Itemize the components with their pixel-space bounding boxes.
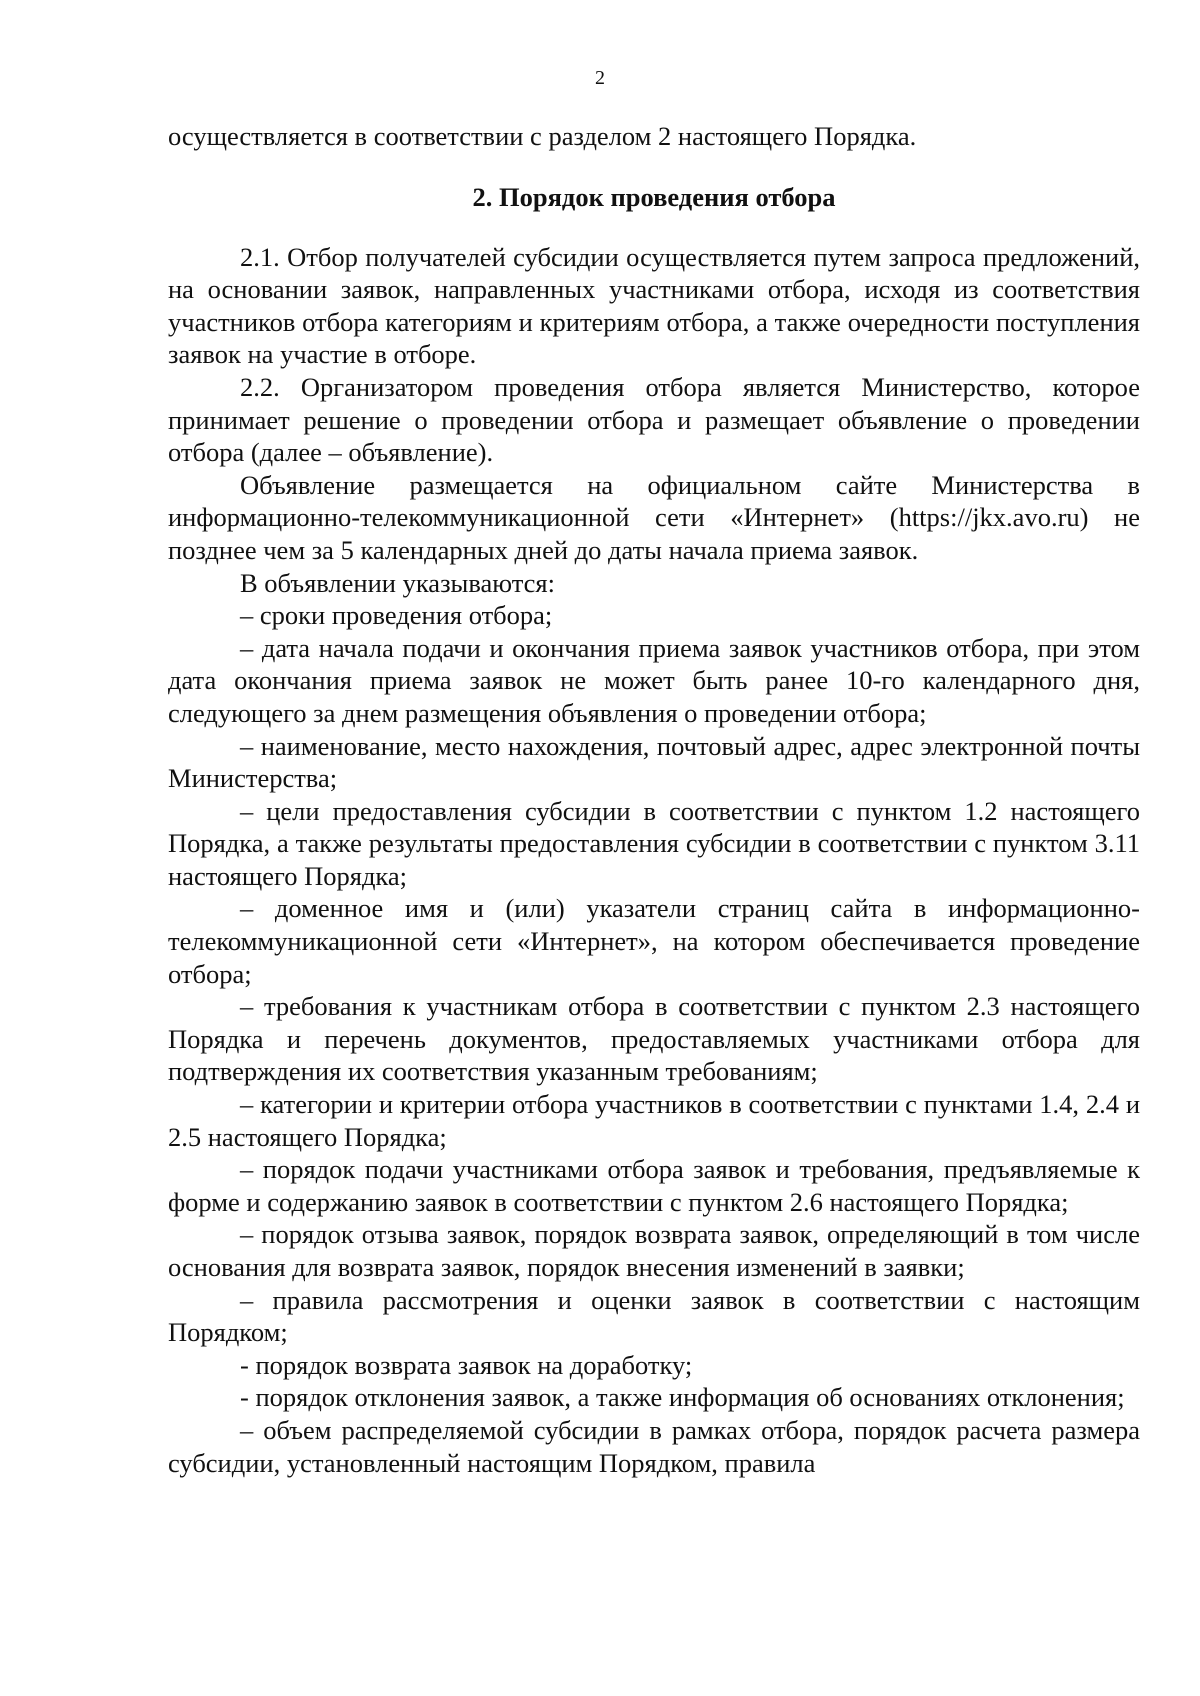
- paragraph-announcement: Объявление размещается на официальном сайте Министерства в информационно-телекоммуникационной сети «Интернет» (https://jkx.avo.ru) не позднее чем за 5 календарных дней до даты начала приема заявок.: [168, 469, 1140, 565]
- paragraph-list-intro: В объявлении указываются:: [240, 567, 555, 598]
- list-item: – доменное имя и (или) указатели страниц сайта в информационно-телекоммуникационной сети «Интернет», на котором обеспечивается проведение отбора;: [168, 893, 1140, 989]
- list-item: – порядок подачи участниками отбора заявок и требования, предъявляемые к форме и содержанию заявок в соответствии с пунктом 2.6 настоящего Порядка;: [168, 1154, 1140, 1217]
- list-item: – дата начала подачи и окончания приема заявок участников отбора, при этом дата окончания приема заявок не может быть ранее 10-го календарного дня, следующего за днем размещения объявления о проведении отбора;: [168, 632, 1140, 728]
- list-item: – цели предоставления субсидии в соответствии с пунктом 1.2 настоящего Порядка, а также результаты предоставления субсидии в соответствии с пунктом 3.11 настоящего Порядка;: [168, 795, 1140, 891]
- list-item: – наименование, место нахождения, почтовый адрес, адрес электронной почты Министерства;: [168, 730, 1140, 794]
- list-item: – сроки проведения отбора;: [240, 600, 553, 631]
- paragraph-2-2: 2.2. Организатором проведения отбора является Министерство, которое принимает решение о проведении отбора и размещает объявление о проведении отбора (далее – объявление).: [168, 371, 1140, 468]
- list-item: – порядок отзыва заявок, порядок возврата заявок, определяющий в том числе основания для возврата заявок, порядок внесения изменений в заявки;: [168, 1219, 1140, 1282]
- list-item: – категории и критерии отбора участников в соответствии с пунктами 1.4, 2.4 и 2.5 настоящего Порядка;: [168, 1089, 1140, 1152]
- paragraph-2-1: 2.1. Отбор получателей субсидии осуществляется путем запроса предложений, на основании заявок, направленных участниками отбора, исходя из соответствия участников отбора категориям и критериям отбора, а также очередности поступления заявок на участие в отборе.: [168, 241, 1140, 370]
- list-item: – правила рассмотрения и оценки заявок в соответствии с настоящим Порядком;: [168, 1284, 1140, 1348]
- list-item: – объем распределяемой субсидии в рамках отбора, порядок расчета размера субсидии, установленный настоящим Порядком, правила: [168, 1414, 1140, 1478]
- list-item: - порядок возврата заявок на доработку;: [240, 1349, 693, 1380]
- list-item: – требования к участникам отбора в соответствии с пунктом 2.3 настоящего Порядка и перечень документов, предоставляемых участниками отбора для подтверждения их соответствия указанным требованиям;: [168, 991, 1140, 1087]
- page-number: 2: [595, 67, 605, 89]
- list-item: - порядок отклонения заявок, а также информация об основаниях отклонения;: [240, 1382, 1125, 1413]
- section-heading: 2. Порядок проведения отбора: [472, 181, 836, 212]
- lead-line: осуществляется в соответствии с разделом 2 настоящего Порядка.: [168, 121, 917, 151]
- document-body: [168, 120, 1140, 1479]
